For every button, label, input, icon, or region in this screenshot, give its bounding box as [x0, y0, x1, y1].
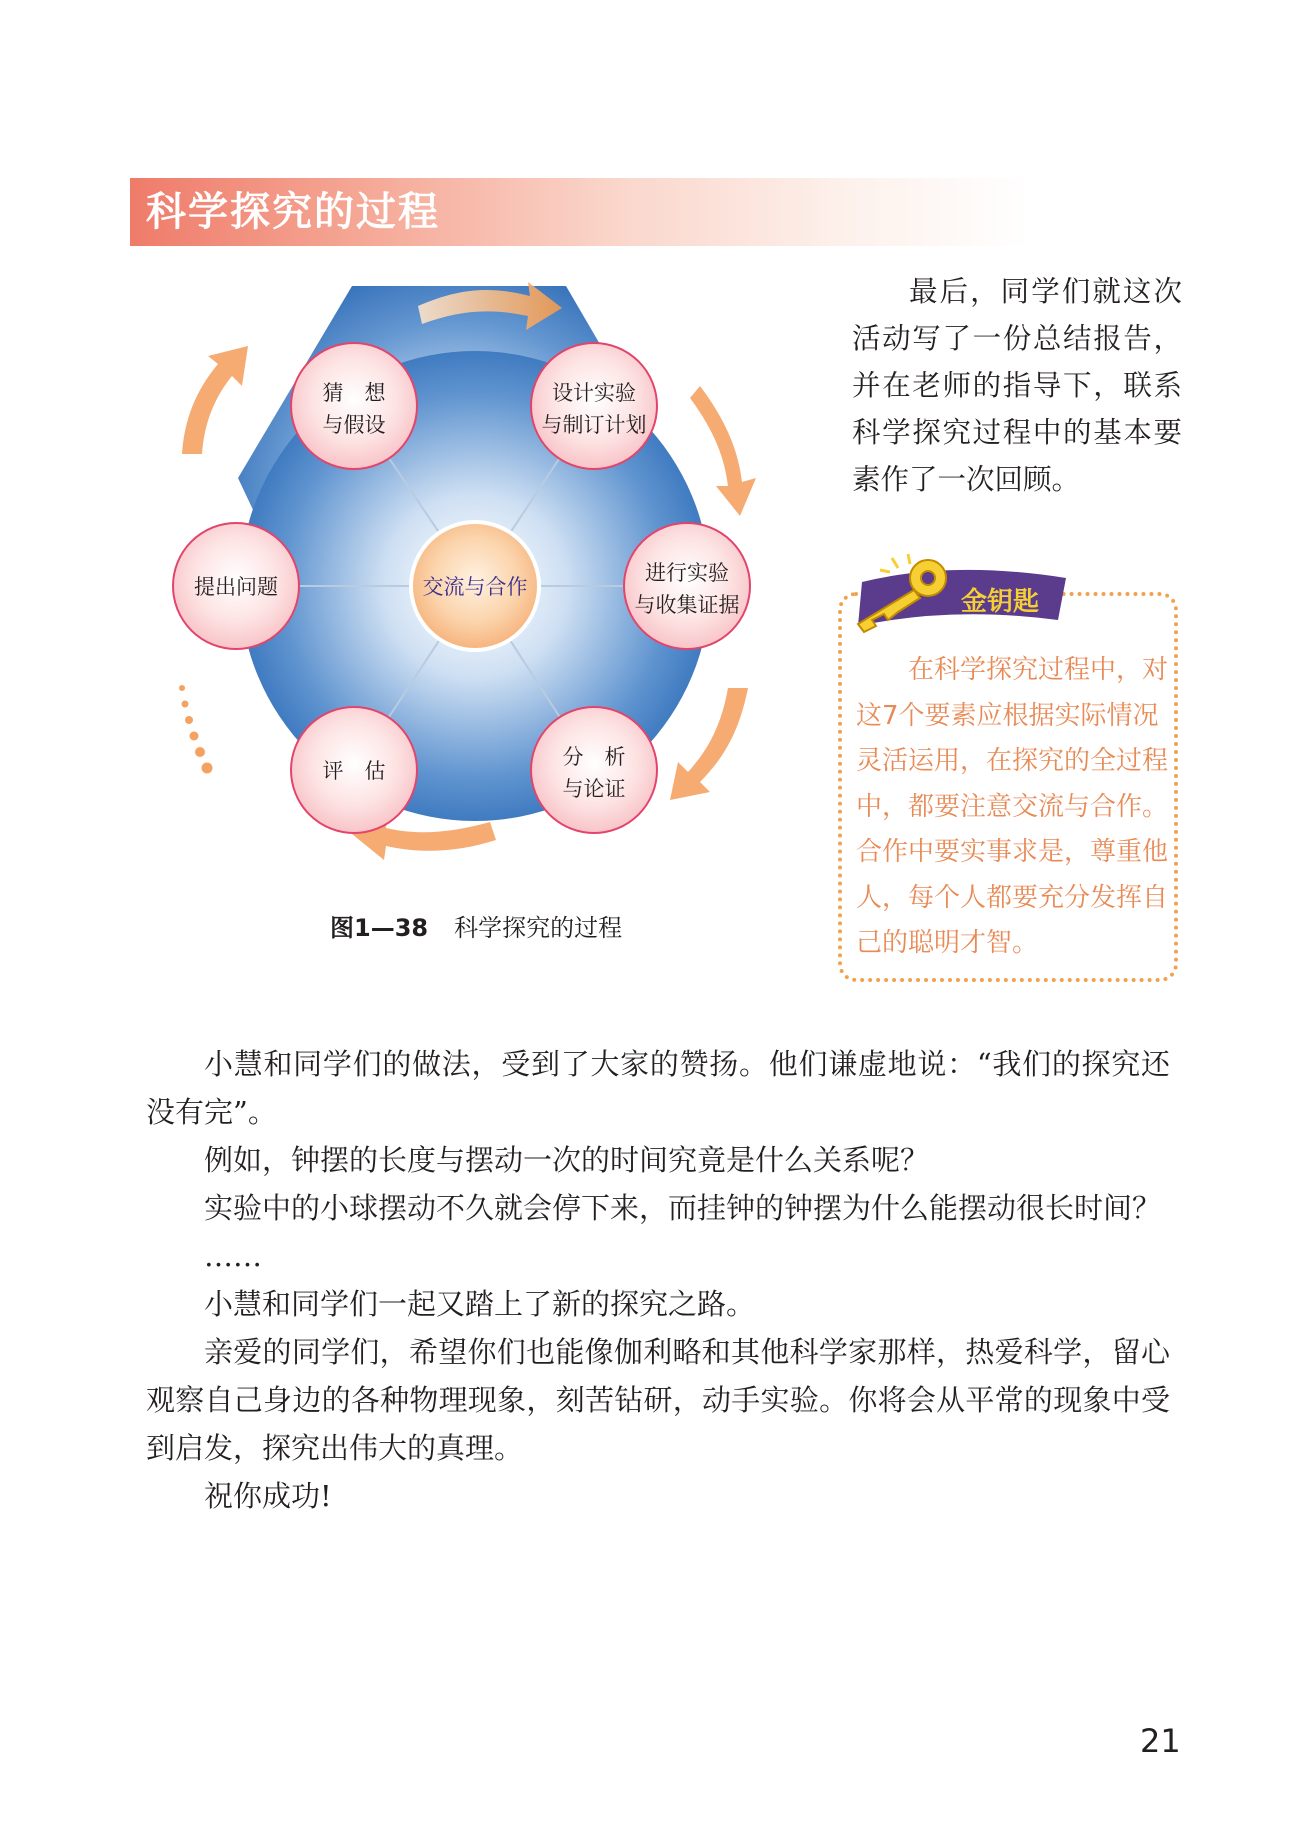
arrow-upper-left: [182, 346, 248, 454]
node-evaluate: [291, 707, 417, 833]
node-guess: [291, 343, 417, 469]
node-design-line-1: 设计实验: [552, 381, 636, 405]
body-paragraph: 小慧和同学们一起又踏上了新的探究之路。: [204, 1287, 756, 1321]
figure-caption-text: 科学探究的过程: [454, 914, 623, 942]
node-design: [531, 343, 657, 469]
node-guess-line-2: 与假设: [322, 413, 386, 437]
arrow-upper-right: [690, 386, 756, 516]
golden-key-text: 在科学探究过程中，对这7个要素应根据实际情况灵活运用，在探究的全过程中，都要注意交流与合作。合作中要实事求是，尊重他人，每个人都要充分发挥自己的聪明才智。: [856, 655, 1169, 958]
body-paragraph: 实验中的小球摆动不久就会停下来，而挂钟的钟摆为什么能摆动很长时间？: [204, 1191, 1162, 1225]
arrow-lower-right: [670, 688, 748, 800]
golden-key-label: 金钥匙: [960, 587, 1040, 617]
body-text: [146, 1040, 1170, 1520]
body-paragraph: 亲爱的同学们，希望你们也能像伽利略和其他科学家那样，热爱科学，留心观察自己身边的各种物理现象，刻苦钻研，动手实验。你将会从平常的现象中受到启发，探究出伟大的真理。: [146, 1335, 1170, 1465]
body-paragraph: 小慧和同学们的做法，受到了大家的赞扬。他们谦虚地说：“我们的探究还没有完”。: [146, 1047, 1170, 1129]
figure-caption: [330, 908, 622, 943]
section-title: 科学探究的过程: [146, 189, 440, 235]
right-paragraph-block: [852, 268, 1182, 503]
golden-key-banner: [832, 548, 1072, 638]
dotted-arc: [179, 685, 213, 774]
node-experiment-line-1: 进行实验: [645, 561, 729, 585]
center-node: [411, 522, 539, 650]
node-analyze-line-1: 分 析: [562, 745, 626, 769]
node-question: [173, 523, 299, 649]
body-paragraph: 例如，钟摆的长度与摆动一次的时间究竟是什么关系呢？: [204, 1143, 930, 1177]
body-paragraph: 祝你成功!: [204, 1479, 332, 1513]
figure-number: 图1—38: [330, 914, 429, 942]
right-paragraph: 最后，同学们就这次活动写了一份总结报告，并在老师的指导下，联系科学探究过程中的基本要素作了一次回顾。: [852, 275, 1182, 496]
node-experiment-line-2: 与收集证据: [634, 593, 740, 617]
center-node-label: 交流与合作: [422, 575, 528, 599]
node-question-line-1: 提出问题: [194, 575, 278, 599]
node-guess-line-1: 猜 想: [322, 381, 386, 405]
sparkle-icon: [880, 554, 910, 572]
golden-key-text-block: [856, 648, 1168, 967]
page-number: 21: [1140, 1722, 1181, 1760]
scientific-inquiry-diagram: [130, 268, 810, 908]
node-evaluate-line-1: 评 估: [322, 759, 386, 783]
node-analyze: [531, 707, 657, 833]
body-paragraph: ……: [204, 1239, 262, 1273]
node-experiment: [624, 523, 750, 649]
node-analyze-line-2: 与论证: [562, 777, 626, 801]
node-design-line-2: 与制订计划: [541, 413, 647, 437]
